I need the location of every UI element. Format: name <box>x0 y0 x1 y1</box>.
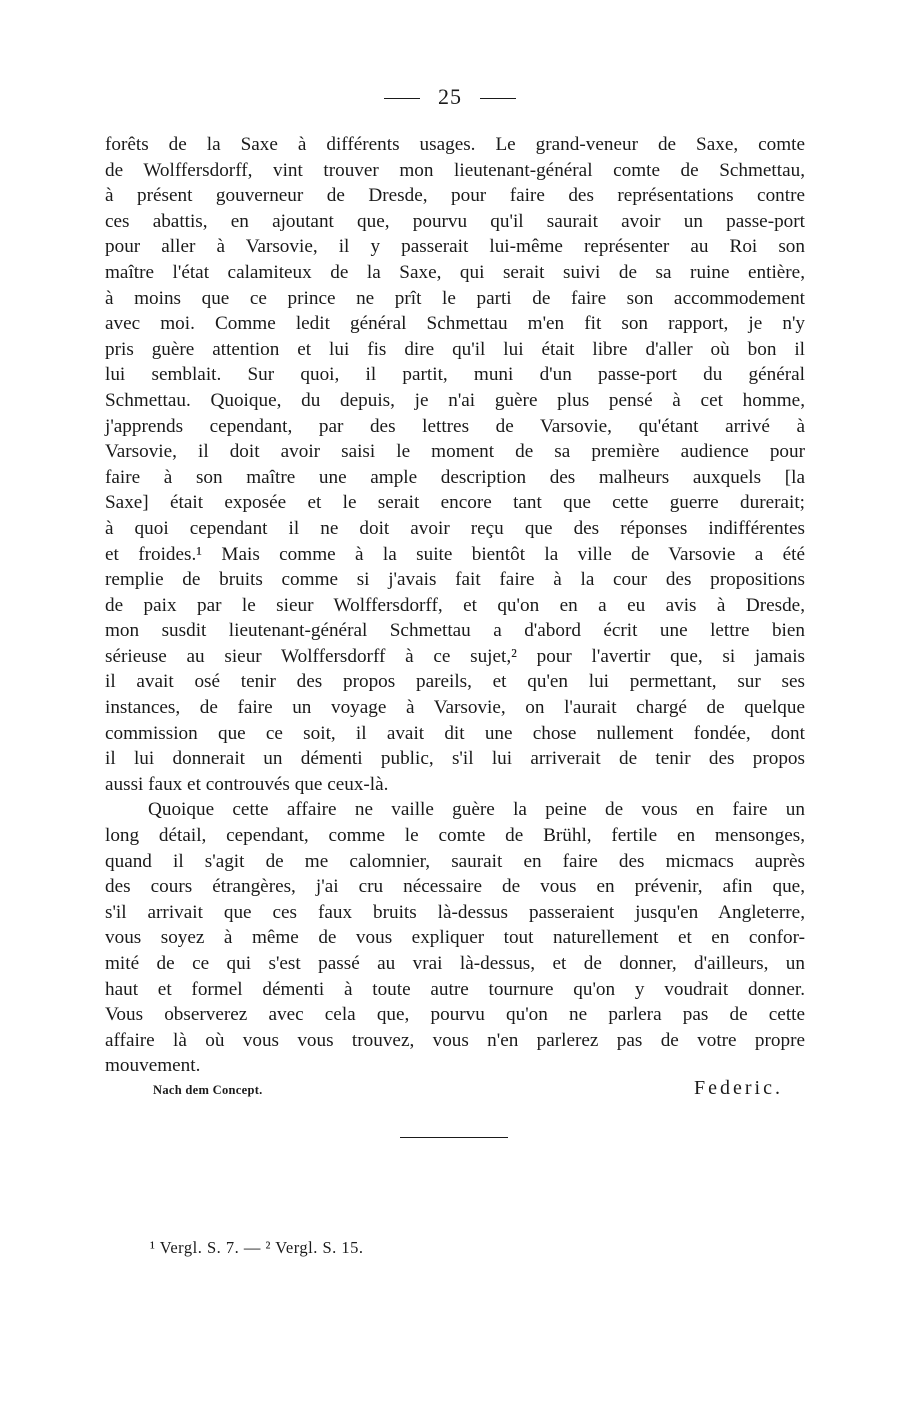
page-number: 25 <box>438 84 462 109</box>
text-line: maître l'état calamiteux de la Saxe, qui serait suivi de sa ruine entière, <box>105 261 805 283</box>
text-line: et froides.¹ Mais comme à la suite bientôt la ville de Varsovie a été <box>105 543 805 565</box>
text-line: faire à son maître une ample description des malheurs auxquels [la <box>105 466 805 488</box>
text-line: avec moi. Comme ledit général Schmettau m'en fit son rapport, je n'y <box>105 313 805 335</box>
header-dash-left <box>384 98 420 99</box>
text-line: forêts de la Saxe à différents usages. Le grand-veneur de Saxe, comte <box>105 134 805 155</box>
text-line: remplie de bruits comme si j'avais fait faire à la cour des propositions <box>105 569 805 591</box>
text-line: mouvement. <box>105 1055 201 1077</box>
text-line: lui semblait. Sur quoi, il partit, muni d'un passe-port du général <box>105 364 805 386</box>
text-line: à moins que ce prince ne prît le parti de faire son accommodement <box>105 287 805 309</box>
text-line: commission que ce soit, il avait dit une chose nullement fondée, dont <box>105 722 805 744</box>
text-line: affaire là où vous vous trouvez, vous n'en parlerez pas de votre propre <box>105 1029 805 1051</box>
text-line: s'il arrivait que ces faux bruits là-dessus passeraient jusqu'en Angleterre, <box>105 901 805 923</box>
text-line: ces abattis, en ajoutant que, pourvu qu'il saurait avoir un passe-port <box>105 210 805 232</box>
signature: Federic. <box>694 1077 783 1099</box>
text-line: Quoique cette affaire ne vaille guère la peine de vous en faire un <box>148 799 805 821</box>
text-line: aussi faux et controuvés que ceux-là. <box>105 773 389 795</box>
text-line: j'apprends cependant, par des lettres de Varsovie, qu'étant arrivé à <box>105 415 805 437</box>
text-line: long détail, cependant, comme le comte de Brühl, fertile en mensonges, <box>105 825 805 847</box>
text-line: haut et formel démenti à toute autre tournure qu'on y voudrait donner. <box>105 978 805 1000</box>
text-line: Saxe] était exposée et le serait encore tant que cette guerre durerait; <box>105 492 805 514</box>
text-line: sérieuse au sieur Wolffersdorff à ce sujet,² pour l'avertir que, si jamais <box>105 645 805 667</box>
paragraph-1 <box>105 132 805 797</box>
signature-row <box>153 1077 783 1107</box>
letter-body <box>105 132 805 1079</box>
text-line: pour aller à Varsovie, il y passerait lui-même représenter au Roi son <box>105 236 805 258</box>
text-line: vous soyez à même de vous expliquer tout naturellement et en confor- <box>105 927 805 949</box>
text-line: à quoi cependant il ne doit avoir reçu que des réponses indifférentes <box>105 517 805 539</box>
text-line: Vous observerez avec cela que, pourvu qu'on ne parlera pas de cette <box>105 1004 805 1026</box>
page-header <box>0 84 900 110</box>
text-line: mon susdit lieutenant-général Schmettau a d'abord écrit une lettre bien <box>105 620 805 642</box>
text-line: il avait osé tenir des propos pareils, et qu'en lui permettant, sur ses <box>105 671 805 693</box>
text-line: Schmettau. Quoique, du depuis, je n'ai guère plus pensé à cet homme, <box>105 389 805 411</box>
text-line: instances, de faire un voyage à Varsovie, on l'aurait chargé de quelque <box>105 697 805 719</box>
footnotes: ¹ Vergl. S. 7. — ² Vergl. S. 15. <box>150 1238 364 1257</box>
text-line: pris guère attention et lui fis dire qu'il lui était libre d'aller où bon il <box>105 338 805 360</box>
text-line: à présent gouverneur de Dresde, pour faire des représentations contre <box>105 185 805 207</box>
text-line: des cours étrangères, j'ai cru nécessaire de vous en prévenir, afin que, <box>105 876 805 898</box>
paragraph-2 <box>105 797 805 1079</box>
footnote-separator <box>400 1137 508 1138</box>
text-line: quand il s'agit de me calomnier, saurait en faire des micmacs auprès <box>105 850 805 872</box>
text-line: Varsovie, il doit avoir saisi le moment de sa première audience pour <box>105 441 805 463</box>
header-dash-right <box>480 98 516 99</box>
source-note: Nach dem Concept. <box>153 1083 263 1097</box>
text-line: il lui donnerait un démenti public, s'il lui arriverait de tenir des propos <box>105 748 805 770</box>
text-line: mité de ce qui s'est passé au vrai là-dessus, et de donner, d'ailleurs, un <box>105 953 805 974</box>
text-line: de paix par le sieur Wolffersdorff, et qu'on en a eu avis à Dresde, <box>105 594 805 616</box>
text-line: de Wolffersdorff, vint trouver mon lieutenant-général comte de Schmettau, <box>105 159 805 181</box>
